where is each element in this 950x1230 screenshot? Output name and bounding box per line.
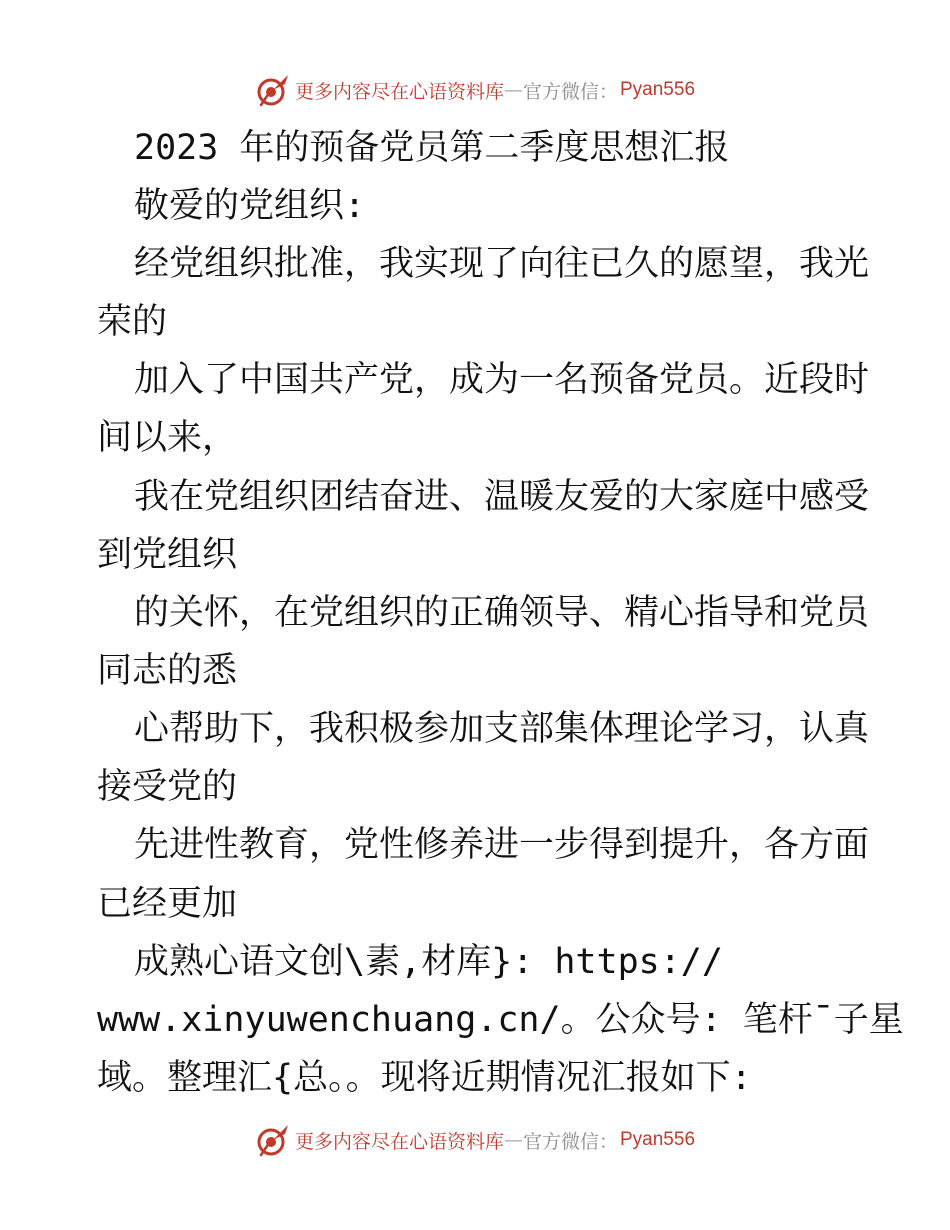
document-title: 2023 年的预备党员第二季度思想汇报 xyxy=(134,128,730,168)
header-brand-text: 更多内容尽在心语资料库 xyxy=(294,80,504,103)
body-line: 荣的 xyxy=(97,302,168,342)
body-line: 经党组织批准，我实现了向往已久的愿望，我光 xyxy=(134,244,870,284)
quill-logo-icon xyxy=(255,1122,291,1158)
header-wechat-id: Pyan556 xyxy=(620,79,696,100)
header-wechat-label: 官方微信： xyxy=(522,80,618,103)
footer-separator: — xyxy=(503,1129,523,1151)
header-banner xyxy=(0,67,950,113)
body-line: www.xinyuwenchuang.cn/。公众号: 笔杆¯子星 xyxy=(97,1000,904,1040)
footer-brand-text: 更多内容尽在心语资料库 xyxy=(294,1130,504,1153)
footer-wechat-id: Pyan556 xyxy=(620,1129,696,1150)
header-separator: — xyxy=(503,79,523,101)
body-line: 我在党组织团结奋进、温暖友爱的大家庭中感受 xyxy=(134,477,870,517)
body-line: 已经更加 xyxy=(97,884,238,924)
body-line: 域。整理汇{总。。现将近期情况汇报如下: xyxy=(97,1058,752,1098)
body-line: 间以来， xyxy=(97,418,238,458)
footer-wechat-label: 官方微信： xyxy=(522,1130,618,1153)
body-line: 接受党的 xyxy=(97,767,238,807)
salutation: 敬爱的党组织: xyxy=(134,186,366,226)
body-line: 加入了中国共产党，成为一名预备党员。近段时 xyxy=(134,360,870,400)
quill-logo-icon xyxy=(255,72,291,108)
body-line: 心帮助下，我积极参加支部集体理论学习，认真 xyxy=(134,709,870,749)
footer-banner xyxy=(0,1117,950,1163)
body-line: 先进性教育，党性修养进一步得到提升，各方面 xyxy=(134,825,870,865)
body-line: 同志的悉 xyxy=(97,651,238,691)
body-line: 的关怀，在党组织的正确领导、精心指导和党员 xyxy=(134,593,870,633)
body-line: 成熟心语文创\素,材库}: https:// xyxy=(134,942,723,982)
body-line: 到党组织 xyxy=(97,535,238,575)
